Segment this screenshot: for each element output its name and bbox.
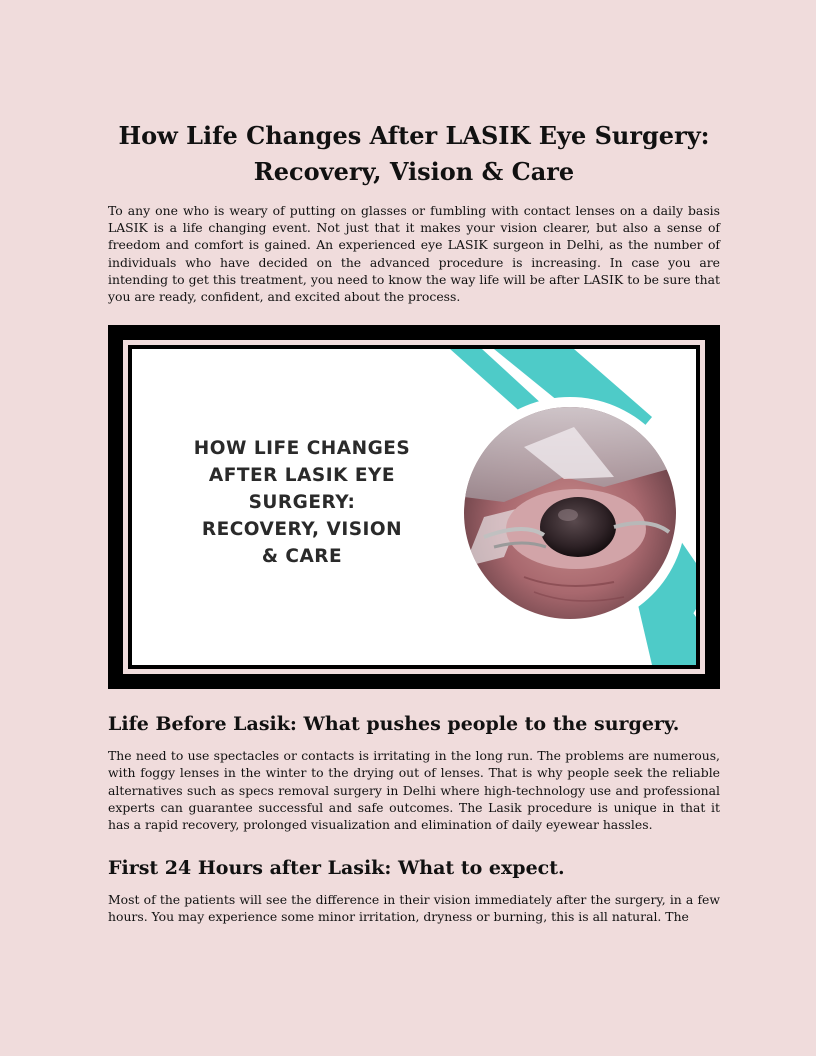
title-line-2: Recovery, Vision & Care [253, 157, 575, 186]
hero-caption-line: AFTER LASIK EYE [208, 465, 396, 487]
hero-caption-line: RECOVERY, VISION [201, 519, 403, 541]
hero-caption-line: HOW LIFE CHANGES [193, 438, 411, 460]
hero-caption [170, 435, 434, 570]
hero-canvas [132, 349, 696, 665]
title-line-1: How Life Changes After LASIK Eye Surgery: [118, 121, 710, 150]
section-heading-first-24-hours: First 24 Hours after Lasik: What to expect. [108, 857, 565, 880]
hero-image [108, 325, 720, 689]
document-title [108, 118, 720, 190]
eye-surgery-photo [464, 407, 676, 619]
hero-caption-line: & CARE [261, 546, 343, 568]
section-heading-life-before: Life Before Lasik: What pushes people to the surgery. [108, 713, 680, 736]
section-body-life-before: The need to use spectacles or contacts is irritating in the long run. The problems are numerous, with foggy lenses in the winter to the drying out of lenses. That is why people seek the reliable alternatives such as specs removal surgery in Delhi where high-technology use and professional experts can guarantee successful and safe outcomes. The Lasik procedure is unique in that it has a rapid recovery, prolonged visualization and elimination of daily eyewear hassles. [108, 748, 720, 833]
section-body-first-24-hours: Most of the patients will see the difference in their vision immediately after the surgery, in a few hours. You may experience some minor irritation, dryness or burning, this is all natural. The [108, 892, 720, 925]
hero-caption-line: SURGERY: [248, 492, 356, 514]
intro-paragraph: To any one who is weary of putting on glasses or fumbling with contact lenses on a daily basis LASIK is a life changing event. Not just that it makes your vision clearer, but also a sense of freedom and comfort is gained. An experienced eye LASIK surgeon in Delhi, as the number of individuals who have decided on the advanced procedure is increasing. In case you are intending to get this treatment, you need to know the way life will be after LASIK to be sure that you are ready, confident, and excited about the process. [108, 203, 720, 305]
document-page [108, 118, 720, 926]
